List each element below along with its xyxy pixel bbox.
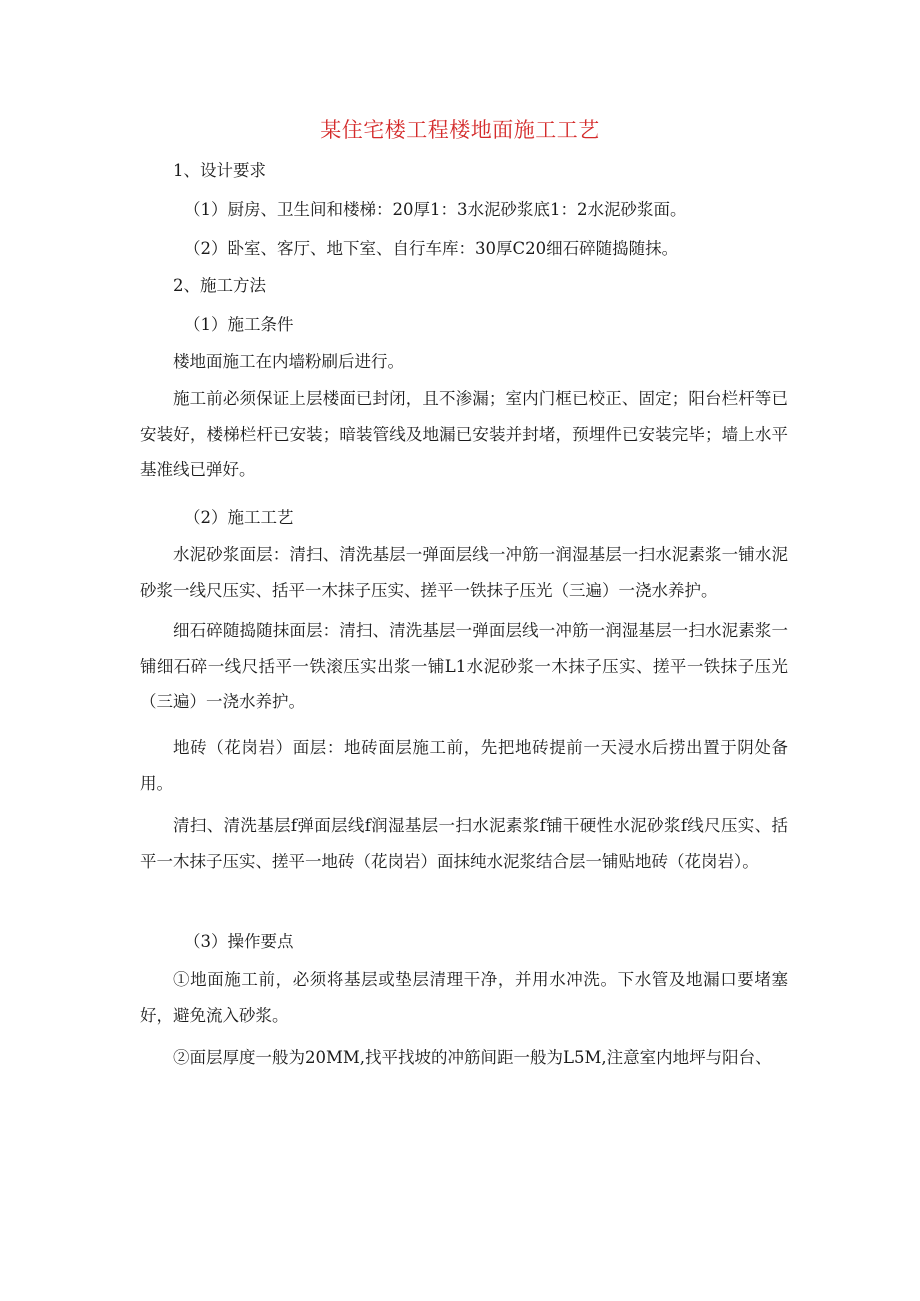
paragraph-kitchen-bathroom-stairs: （1）厨房、卫生间和楼梯：20厚1：3水泥砂浆底1：2水泥砂浆面。 (184, 200, 687, 219)
document-title: 某住宅楼工程楼地面施工工艺 (320, 118, 600, 142)
subheading-construction-conditions: （1）施工条件 (184, 315, 294, 334)
subheading-key-operations: （3）操作要点 (184, 932, 294, 951)
section-heading-construction-method: 2、施工方法 (173, 276, 266, 295)
paragraph-fine-aggregate-surface: 细石碎随捣随抹面层：清扫、清洗基层一弹面层线一冲筋一润湿基层一扫水泥素浆一铺细石碎一线尺括平一铁滚压实出浆一铺L1水泥砂浆一木抹子压实、搓平一铁抹子压光（三遍）一浇水养护。 (140, 621, 788, 711)
subheading-construction-process: （2）施工工艺 (184, 508, 294, 527)
paragraph-cement-mortar-surface: 水泥砂浆面层：清扫、清洗基层一弹面层线一冲筋一润湿基层一扫水泥素浆一铺水泥砂浆一线尺压实、括平一木抹子压实、搓平一铁抹子压光（三遍）一浇水养护。 (140, 545, 788, 600)
paragraph-after-plastering: 楼地面施工在内墙粉刷后进行。 (173, 352, 404, 371)
paragraph-operation-point-2: ②面层厚度一般为20MM,找平找坡的冲筋间距一般为L5M,注意室内地坪与阳台、 (173, 1048, 772, 1067)
paragraph-operation-point-1: ①地面施工前，必须将基层或垫层清理干净，并用水冲洗。下水管及地漏口要堵塞好，避免流入砂浆。 (140, 970, 788, 1025)
paragraph-bedroom-living-basement: （2）卧室、客厅、地下室、自行车库：30厚C20细石碎随捣随抹。 (184, 239, 679, 258)
section-heading-design-requirements: 1、设计要求 (173, 161, 266, 180)
paragraph-pre-construction-checks: 施工前必须保证上层楼面已封闭，且不渗漏；室内门框已校正、固定；阳台栏杆等已安装好，楼梯栏杆已安装；暗装管线及地漏已安装并封堵，预埋件已安装完毕；墙上水平基准线已弹好。 (140, 389, 788, 479)
paragraph-tile-process-steps: 清扫、清洗基层f弹面层线f润湿基层一扫水泥素浆f铺干硬性水泥砂浆f线尺压实、括平一木抹子压实、搓平一地砖（花岗岩）面抹纯水泥浆结合层一铺贴地砖（花岗岩）。 (140, 816, 788, 871)
paragraph-floor-tile-surface: 地砖（花岗岩）面层：地砖面层施工前，先把地砖提前一天浸水后捞出置于阴处备用。 (140, 738, 788, 793)
